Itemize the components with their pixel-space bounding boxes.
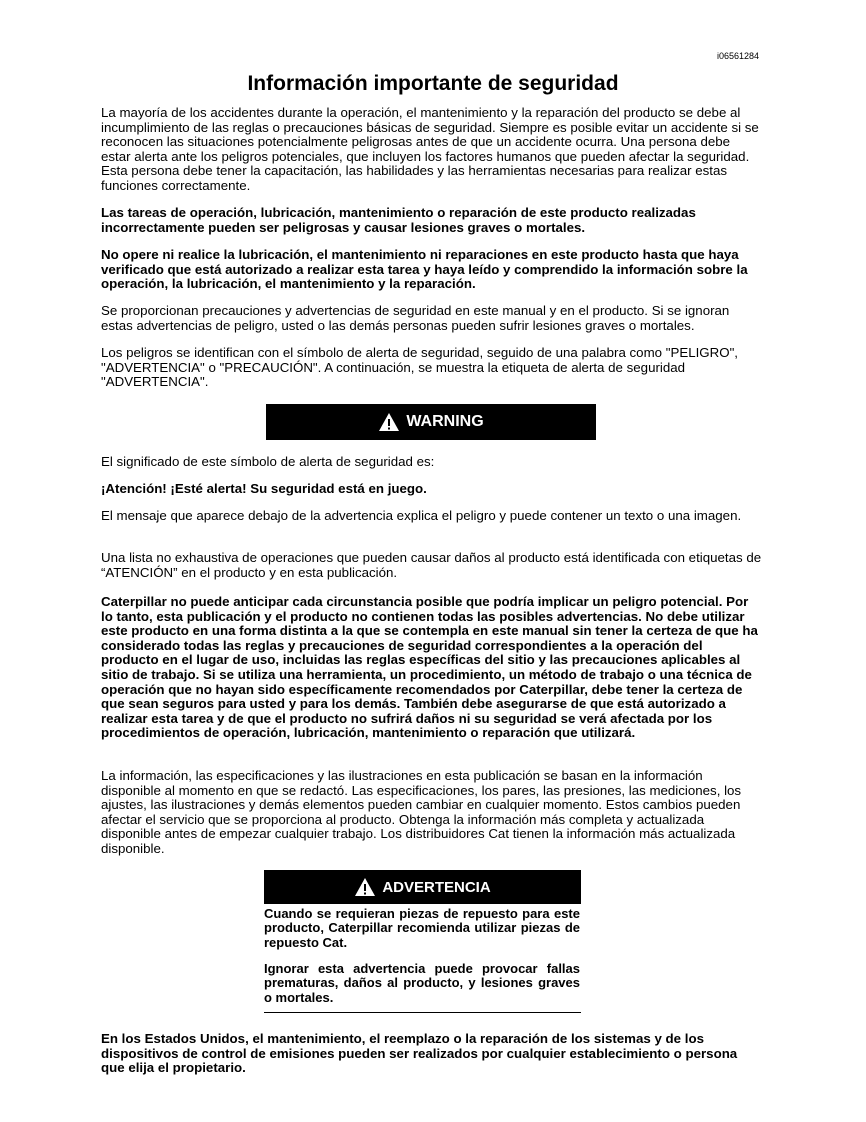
caterpillar-paragraph: Caterpillar no puede anticipar cada circunstancia posible que podría implicar un peligro potencial. Por lo tanto, esta publicación y el producto no contienen todas las posibles advertencias. No debe utilizar este producto en una forma distinta a la que se contempla en este manual sin tener la certeza de que ha considerado todas las reglas y precauciones de seguridad correspondientes a la operación del producto en el lugar de uso, incluidas las reglas específicas del sitio y las precauciones aplicables al sitio de trabajo. Si se utiliza una herramienta, un procedimiento, un método de trabajo o una técnica de operación que no hayan sido específicamente recomendados por Caterpillar, debe tener la certeza de que sean seguros para usted y para los demás. También debe asegurarse de que está autorizado a realizar esta tarea y de que el producto no sufrirá daños ni su seguridad se verá afectada por los procedimientos de operación, lubricación, mantenimiento o reparación que utilizará. [101,594,758,741]
tasks-warning-paragraph: Las tareas de operación, lubricación, mantenimiento o reparación de este producto realizadas incorrectamente pueden ser peligrosas y causar lesiones graves o mortales. [101,205,696,235]
intro-paragraph: La mayoría de los accidentes durante la operación, el mantenimiento y la reparación del producto se debe al incumplimiento de las reglas o precauciones básicas de seguridad. Siempre es posible evitar un accidente si se reconocen las situaciones potencialmente peligrosas antes de que un accidente ocurra. Una persona debe estar alerta ante los peligros potenciales, que incluyen los factores humanos que pueden afectar la seguridad. Esta persona debe tener la capacitación, las habilidades y las herramientas necesarias para realizar estas funciones correctamente. [101,105,759,193]
usa-paragraph: En los Estados Unidos, el mantenimiento, el reemplazo o la reparación de los sistemas y de los dispositivos de control de emisiones pueden ser realizados por cualquier establecimiento o persona que elija el propietario. [101,1031,738,1076]
meaning-paragraph: El significado de este símbolo de alerta de seguridad es: [101,454,435,469]
precautions-paragraph: Se proporcionan precauciones y advertencias de seguridad en este manual y en el producto. Si se ignoran estas advertencias de peligro, usted o las demás personas pueden sufrir lesiones graves o mortales. [101,303,730,333]
advertencia-text-1: Cuando se requieran piezas de repuesto para este producto, Caterpillar recomienda utilizar piezas de repuesto Cat. [264,906,580,950]
advertencia-banner [264,870,581,904]
page-title: Información importante de seguridad [247,72,619,95]
message-paragraph: El mensaje que aparece debajo de la advertencia explica el peligro y puede contener un texto o una imagen. [101,508,742,523]
information-paragraph: La información, las especificaciones y las ilustraciones en esta publicación se basan en la información disponible al momento en que se redactó. Las especificaciones, los pares, las presiones, las mediciones, los ajustes, las ilustraciones y demás elementos pueden cambiar en cualquier momento. Estos cambios pueden afectar el servicio que se proporciona al producto. Obtenga la información más completa y actualizada disponible antes de empezar cualquier trabajo. Los distribuidores Cat tienen la información más actualizada disponible. [101,768,742,856]
attention-paragraph: ¡Atención! ¡Esté alerta! Su seguridad está en juego. [101,481,427,496]
no-opere-paragraph: No opere ni realice la lubricación, el mantenimiento ni reparaciones en este producto hasta que haya verificado que está autorizado a realizar esta tarea y haya leído y comprendido la información sobre la operación, la lubricación, el mantenimiento y la reparación. [101,247,748,292]
warning-label: WARNING [406,413,484,430]
advertencia-divider [264,1012,581,1013]
hazards-paragraph: Los peligros se identifican con el símbolo de alerta de seguridad, seguido de una palabra como "PELIGRO", "ADVERTENCIA" o "PRECAUCIÓN". A continuación, se muestra la etiqueta de alerta de seguridad "ADVERTENCIA". [101,345,738,390]
document-id: i06561284 [717,51,760,61]
warning-banner [266,404,596,440]
warning-triangle-icon [378,412,400,432]
list-paragraph: Una lista no exhaustiva de operaciones que pueden causar daños al producto está identificada con etiquetas de “ATENCIÓN” en el producto y en esta publicación. [101,550,762,580]
warning-triangle-icon [354,877,376,897]
advertencia-label: ADVERTENCIA [382,878,491,896]
advertencia-text-2: Ignorar esta advertencia puede provocar fallas prematuras, daños al producto, y lesiones graves o mortales. [264,961,580,1005]
